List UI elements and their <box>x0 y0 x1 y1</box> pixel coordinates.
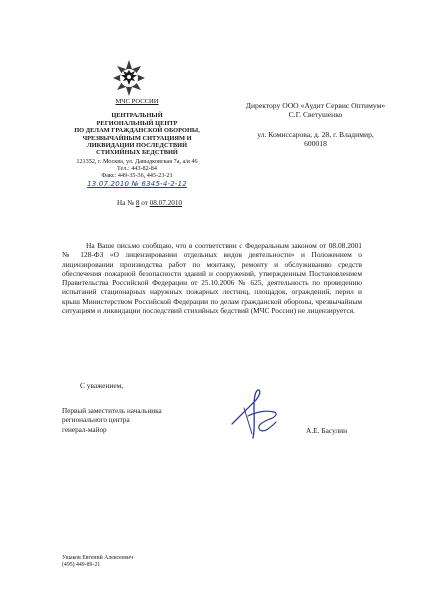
sender-phone: Тел.: 443-82-84 <box>117 165 157 173</box>
org-short-name: МЧС РОССИИ <box>115 98 159 105</box>
recipient-name: С.Г. Светушенко <box>288 110 343 120</box>
executor-phone: (495) 449-89-21 <box>62 562 101 568</box>
recipient-position: Директору ООО «Аудит Сервис Оптимум» <box>245 101 386 110</box>
org-full-name <box>62 112 212 156</box>
sender-block <box>62 98 212 188</box>
org-full-line: ПО ДЕЛАМ ГРАЖДАНСКОЙ ОБОРОНЫ, <box>74 127 200 135</box>
reply-date: 08.07.2010 <box>149 199 183 207</box>
sender-fax: Факс: 449-35-36, 445-23-21 <box>101 172 173 180</box>
org-full-line: ЛИКВИДАЦИИ ПОСЛЕДСТВИЙ <box>86 142 188 150</box>
reply-middle: от <box>139 199 150 207</box>
org-full-line: ЧРЕЗВЫЧАЙНЫМ СИТУАЦИЯМ И <box>82 134 192 142</box>
outgoing-reference: 13.07.2010 № 6345-4-2-12 <box>87 179 187 188</box>
sender-address: 121352, г. Москва, ул. Давыдковская 7а, а/я 46 <box>76 157 198 165</box>
signer-name: А.Е. Басулин <box>306 426 348 435</box>
signer-title-line: генерал-майор <box>62 425 107 434</box>
recipient-block <box>228 101 403 149</box>
signer-title-line: Первый заместитель начальника <box>62 407 162 415</box>
org-full-line: СТИХИЙНЫХ БЕДСТВИЙ <box>96 149 178 157</box>
signer-title <box>62 407 222 435</box>
closing-phrase: С уважением, <box>80 381 124 390</box>
recipient-postcode: 600018 <box>304 139 327 149</box>
signer-title-line: регионального центра <box>62 416 130 425</box>
executor-name: Ушаков Евгений Алексеевич <box>62 555 134 561</box>
reply-reference <box>117 199 182 207</box>
letter-body: На Ваше письмо сообщаю, что в соответствии с Федеральным законом от 08.08.2001 № 128-ФЗ «О лицензировании отдельных видов деятельности» и Положением о лицензировании производства работ по монтажу, ремонту и обслуживанию средств обеспечения пожарной безопасности зданий и сооружений, утвержденным Постановлением Правительства Российской Федерации от 25.10.2006 № 625, деятельность по проведению испытаний стационарных наружных пожарных лестниц, площадок, ограждений, перил и крыш Министерством Российской Федерации по делам гражданской обороны, чрезвычайным ситуациям и ликвидации последствий стихийных бедствий (МЧС России) не лицензируется. <box>62 241 362 316</box>
reply-prefix: На № <box>117 199 136 207</box>
recipient-address: ул. Комиссарова, д. 28, г. Владимир, <box>257 129 374 139</box>
emercom-emblem-icon <box>113 60 145 96</box>
org-full-line: РЕГИОНАЛЬНЫЙ ЦЕНТР <box>96 119 178 127</box>
reply-number: 8 <box>135 199 140 207</box>
executor-block <box>62 555 133 569</box>
handwritten-signature <box>226 386 284 442</box>
org-full-line: ЦЕНТРАЛЬНЫЙ <box>111 112 163 120</box>
